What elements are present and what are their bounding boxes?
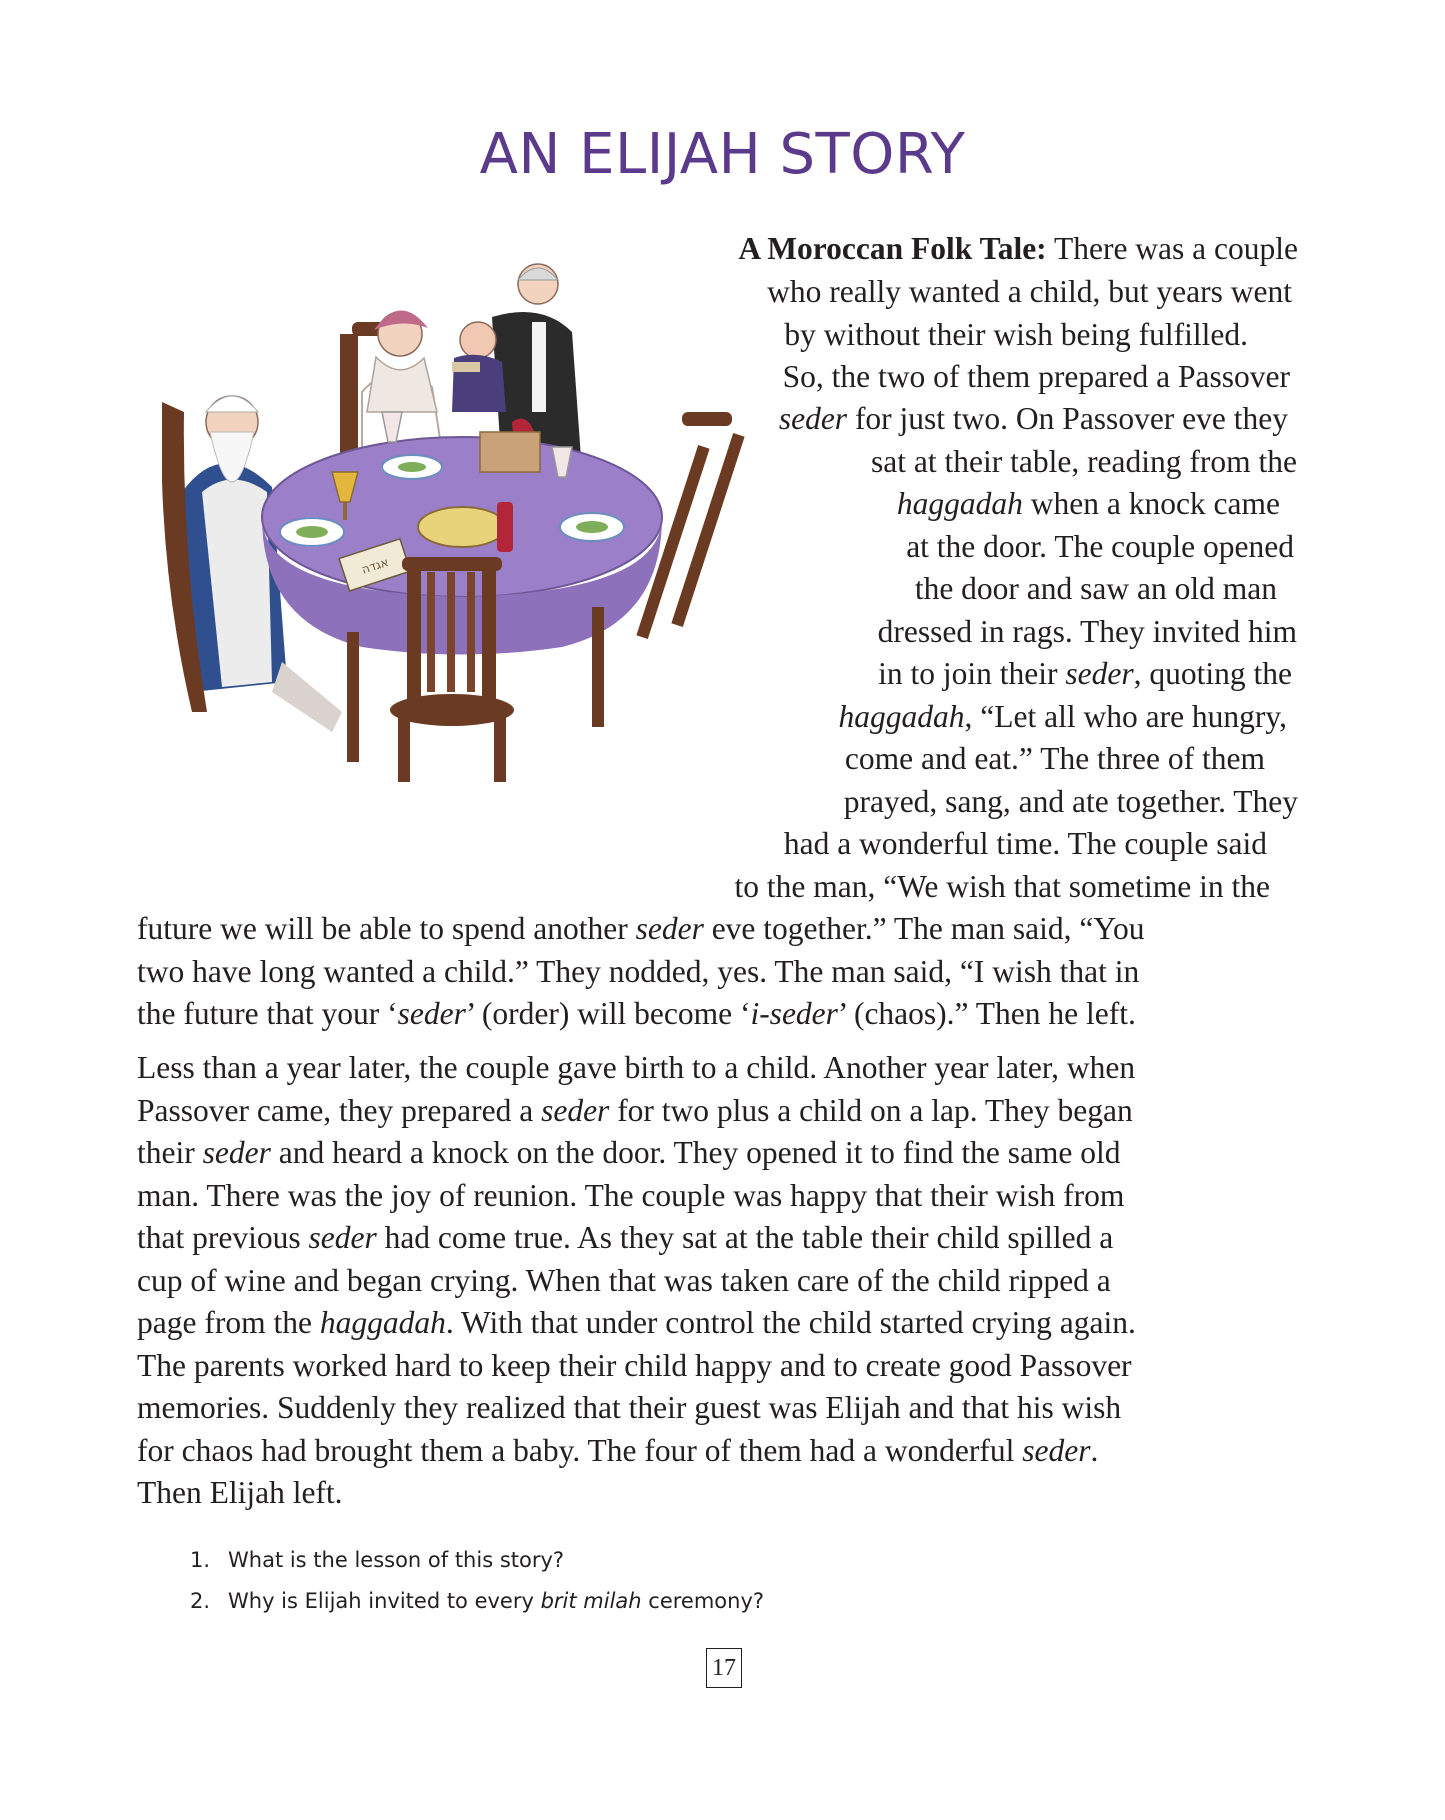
story-line: sat at their table, reading from the <box>871 444 1297 479</box>
story-line: the future that your ‘seder’ (order) will become ‘i-seder’ (chaos).” Then he left. <box>137 996 1136 1031</box>
story-line: memories. Suddenly they realized that their guest was Elijah and that his wish <box>137 1390 1122 1425</box>
story-line: A Moroccan Folk Tale: There was a couple <box>738 231 1298 266</box>
story-line: haggadah when a knock came <box>896 486 1280 521</box>
page-title: AN ELIJAH STORY <box>479 122 966 187</box>
story-line: Less than a year later, the couple gave birth to a child. Another year later, when <box>137 1050 1136 1085</box>
story-line: The parents worked hard to keep their child happy and to create good Passover <box>137 1347 1132 1383</box>
story-line: cup of wine and began crying. When that was taken care of the child ripped a <box>137 1262 1111 1298</box>
story-line: in to join their seder, quoting the <box>878 656 1292 691</box>
discussion-questions <box>190 1540 764 1622</box>
question-number: 2. <box>190 1589 211 1613</box>
story-line: who really wanted a child, but years went <box>767 274 1292 309</box>
story-line: at the door. The couple opened <box>906 529 1294 564</box>
matzah-cover <box>480 432 540 472</box>
story-line: Passover came, they prepared a seder for two plus a child on a lap. They began <box>137 1092 1133 1128</box>
story-line: come and eat.” The three of them <box>844 741 1265 776</box>
story-line: their seder and heard a knock on the door. They opened it to find the same old <box>137 1135 1121 1170</box>
story-line: for chaos had brought them a baby. The four of them had a wonderful seder. <box>137 1432 1099 1468</box>
story-line: two have long wanted a child.” They nodded, yes. The man said, “I wish that in <box>137 954 1140 989</box>
story-heading: A Moroccan Folk Tale: <box>738 231 1047 266</box>
story-line: Then Elijah left. <box>137 1475 343 1510</box>
story-line: dressed in rags. They invited him <box>877 614 1297 649</box>
story-line: future we will be able to spend another seder eve together.” The man said, “You <box>137 911 1145 946</box>
story-line: man. There was the joy of reunion. The couple was happy that their wish from <box>137 1177 1125 1213</box>
story-line: So, the two of them prepared a Passover <box>782 359 1290 394</box>
story-line: by without their wish being fulfilled. <box>784 317 1248 352</box>
page-number: 17 <box>706 1648 742 1688</box>
question-text: What is the lesson of this story? <box>228 1548 565 1572</box>
story-line: that previous seder had come true. As they sat at the table their child spilled a <box>137 1220 1114 1255</box>
story-line: prayed, sang, and ate together. They <box>843 784 1298 819</box>
question-number: 1. <box>190 1548 211 1572</box>
question-text-italic: brit milah <box>540 1589 642 1613</box>
question-item <box>190 1540 764 1581</box>
story-line: had a wonderful time. The couple said <box>783 826 1267 861</box>
question-item <box>190 1581 764 1622</box>
story-line: haggadah, “Let all who are hungry, <box>838 699 1287 734</box>
question-text: Why is Elijah invited to every <box>228 1589 541 1613</box>
story-paragraph-2 <box>137 1047 1307 1515</box>
story-line: seder for just two. On Passover eve they <box>778 401 1288 436</box>
story-line: the door and saw an old man <box>914 571 1277 606</box>
front-chair <box>390 557 514 782</box>
story-line: to the man, “We wish that sometime in the <box>734 869 1270 904</box>
book-text: אגדה <box>359 554 391 577</box>
story-line: page from the haggadah. With that under control the child started crying again. <box>137 1305 1136 1340</box>
question-text: ceremony? <box>641 1589 765 1613</box>
